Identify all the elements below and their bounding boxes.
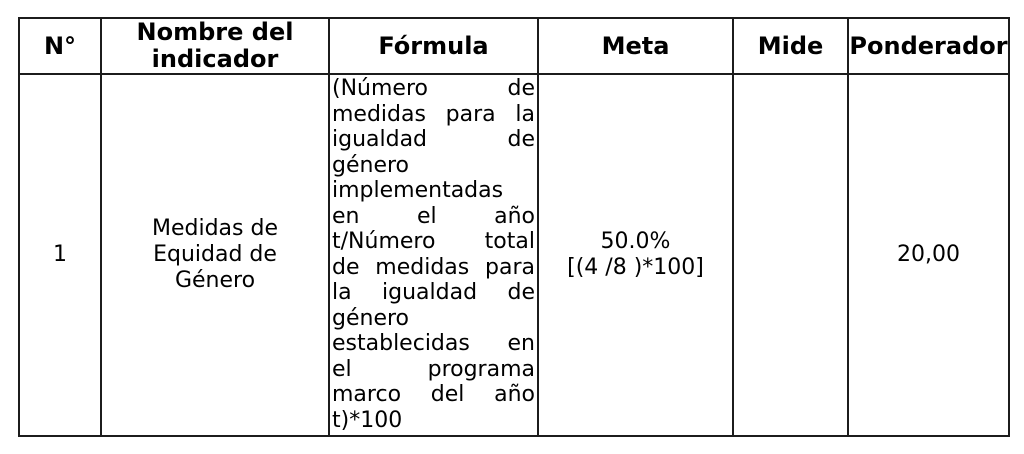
header-mide: Mide bbox=[733, 18, 848, 74]
cell-mide bbox=[733, 74, 848, 436]
table-row bbox=[19, 74, 1009, 436]
cell-nombre-indicador: Medidas de Equidad de Género bbox=[101, 74, 329, 436]
cell-ponderador: 20,00 bbox=[848, 74, 1009, 436]
cell-formula: (Número de medidas para la igualdad de género implementadas en el año t/Número total de medidas para la igualdad de género establecidas en el programa marco del año t)*100 bbox=[329, 74, 538, 436]
header-nombre-indicador: Nombre del indicador bbox=[101, 18, 329, 74]
cell-meta: 50.0% [(4 /8 )*100] bbox=[538, 74, 733, 436]
indicator-table bbox=[18, 17, 1010, 437]
cell-num: 1 bbox=[19, 74, 101, 436]
header-ponderador: Ponderador bbox=[848, 18, 1009, 74]
header-formula: Fórmula bbox=[329, 18, 538, 74]
header-meta: Meta bbox=[538, 18, 733, 74]
header-row bbox=[19, 18, 1009, 74]
indicator-table-container bbox=[18, 17, 1010, 437]
header-num: N° bbox=[19, 18, 101, 74]
